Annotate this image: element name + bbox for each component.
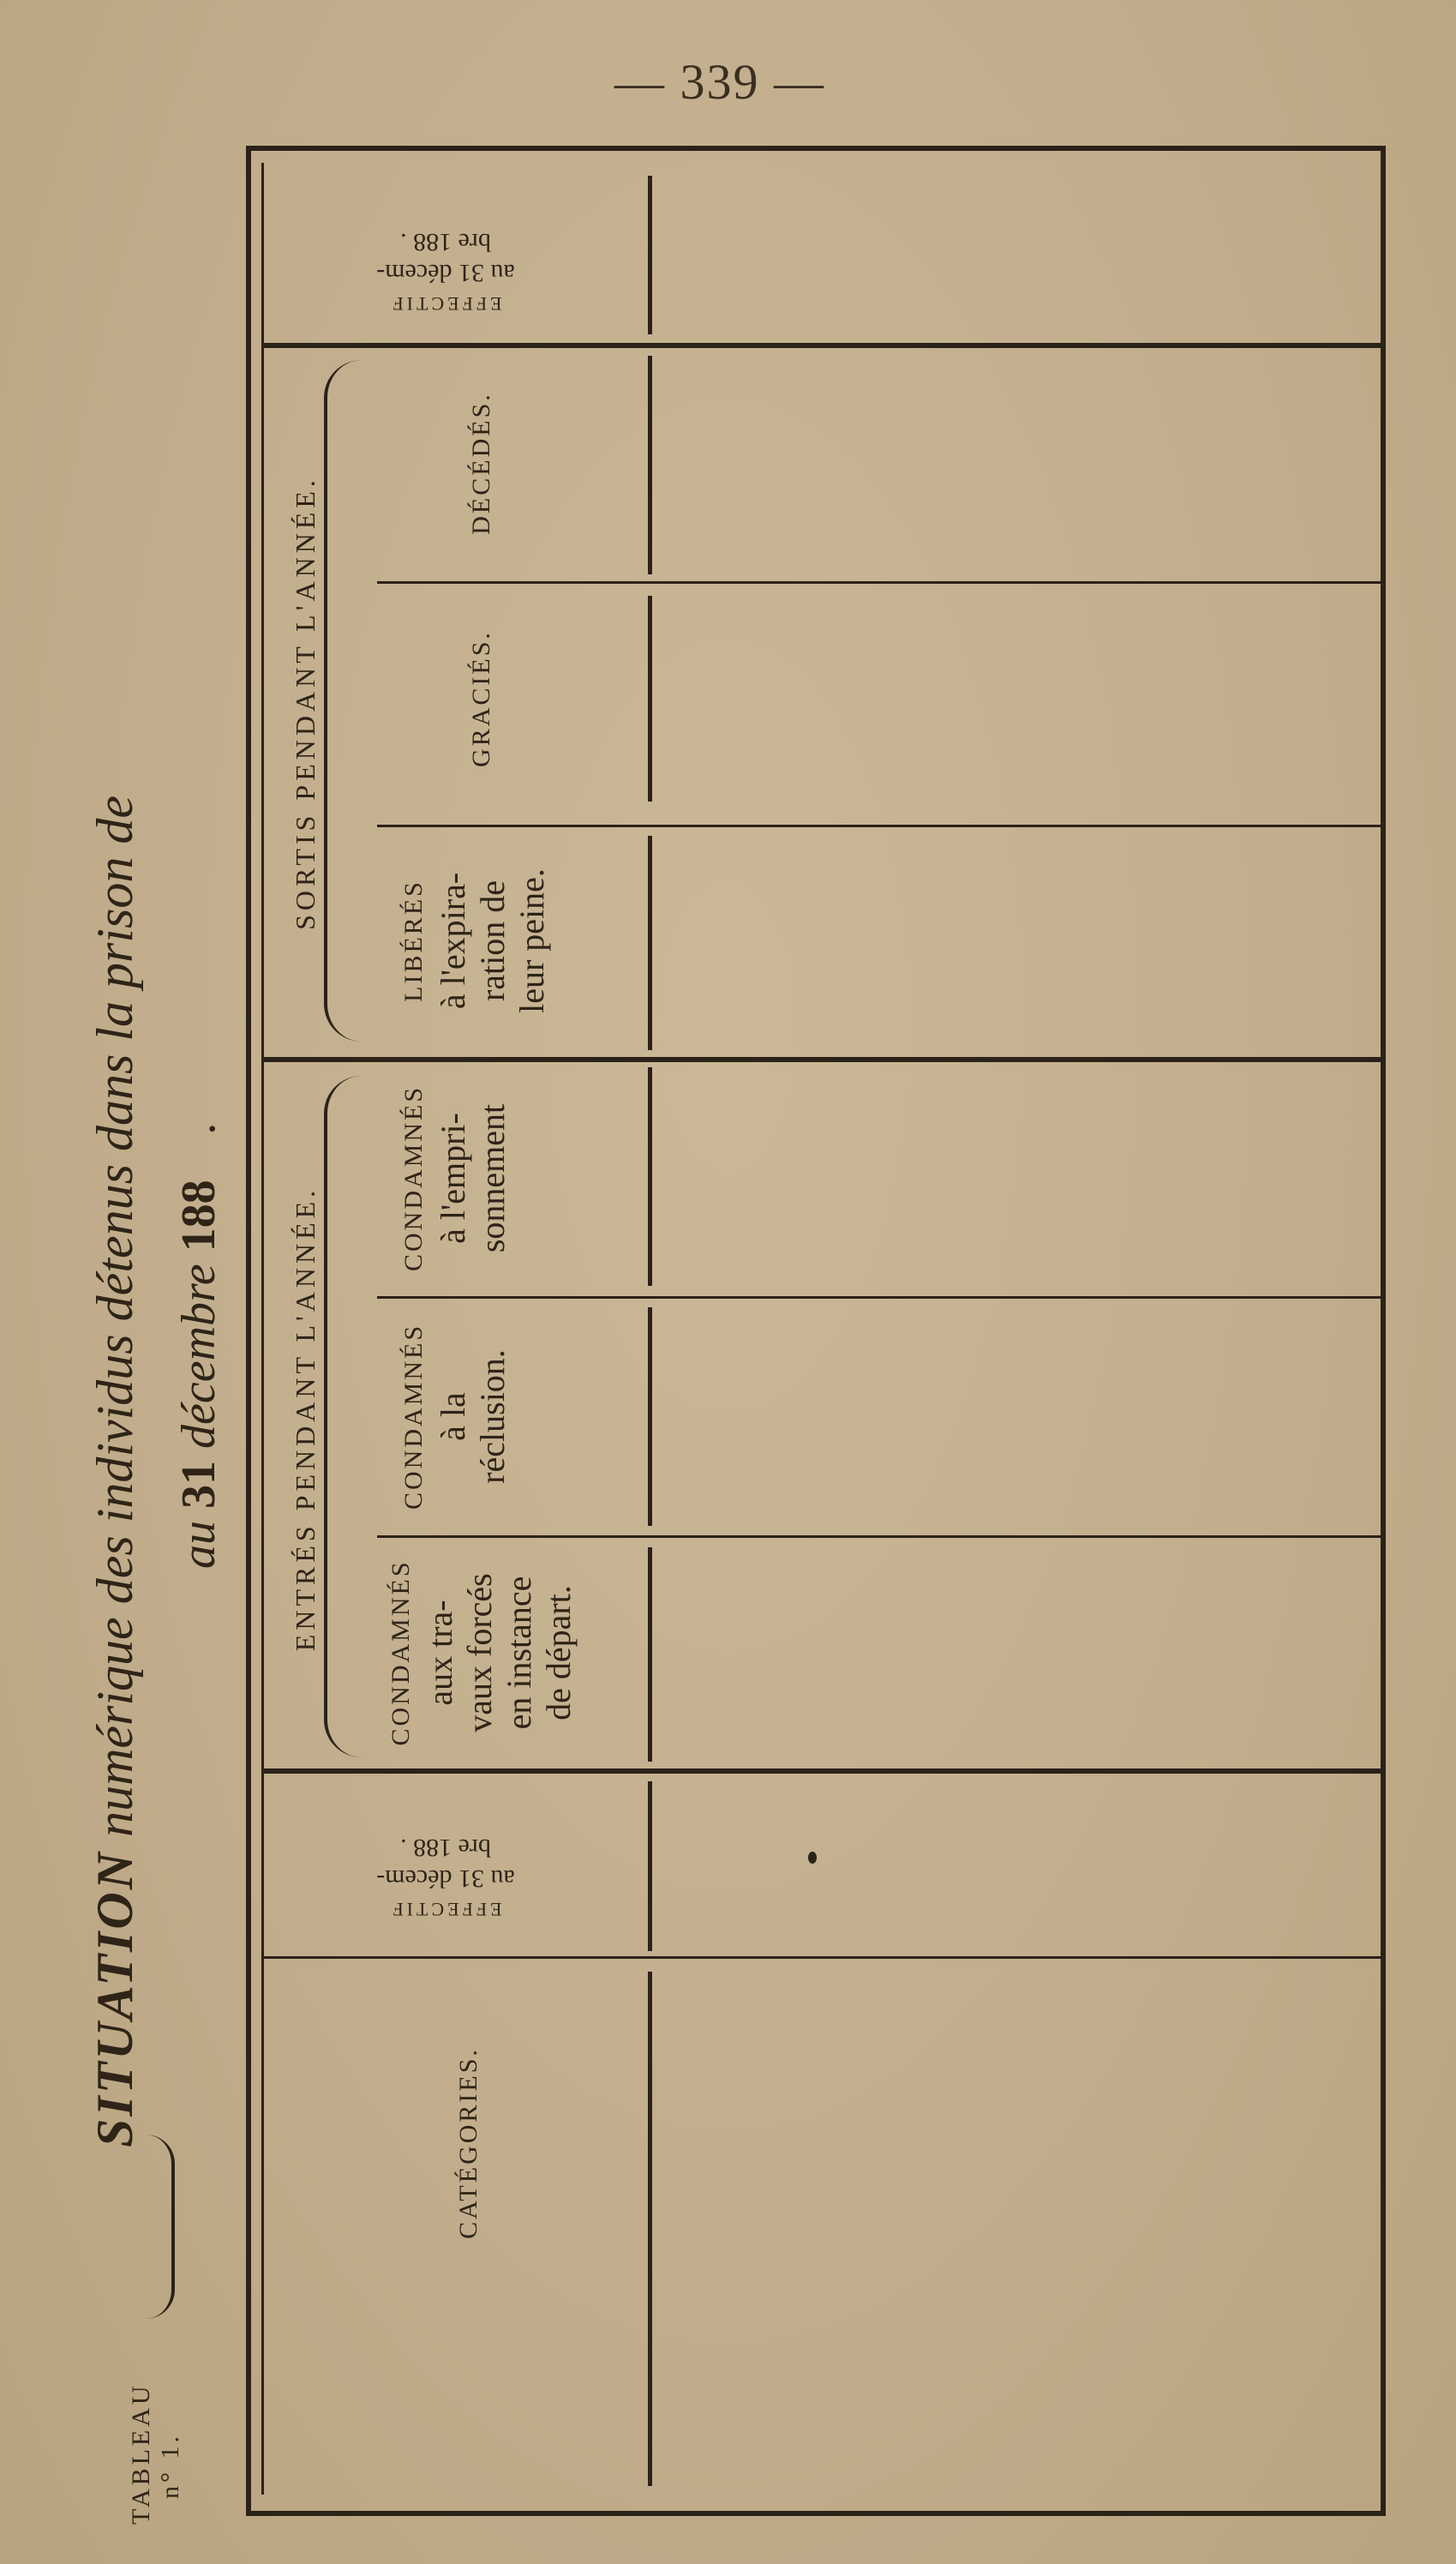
divider-effectif-end: [261, 343, 1381, 348]
sortis-liberes-header: [394, 832, 552, 1050]
liberes-label: LIBÉRÉS: [399, 880, 428, 1002]
divider-entres-1: [377, 1296, 1381, 1299]
rule-categories: [648, 1972, 652, 2486]
entres-travaux-header: [381, 1541, 578, 1764]
effectif-start-year: bre 188 .: [400, 1834, 491, 1862]
rule-effectif-end: [648, 176, 652, 334]
sortis-header: SORTIS PENDANT L'ANNÉE.: [290, 476, 321, 930]
effectif-start-date: au 31 décem-: [376, 1864, 515, 1893]
title-year: 188: [172, 1180, 225, 1252]
effectif-end-header: [257, 226, 634, 319]
divider-entres-2: [377, 1535, 1381, 1538]
rule-effectif-start: [648, 1781, 652, 1951]
title-end: .: [172, 1121, 225, 1134]
divider-sortis-entres: [261, 1057, 1381, 1062]
travaux-line3: vaux forcés: [460, 1573, 499, 1732]
table-title-line1: [86, 796, 145, 2147]
emprisonnement-line3: sonnement: [473, 1103, 512, 1253]
sortis-gracies-header: GRACIÉS.: [467, 630, 495, 767]
divider-sortis-2: [377, 825, 1381, 827]
divider-sortis-1: [377, 581, 1381, 584]
table-title-line2: [171, 1121, 226, 1569]
divider-entres-effectif: [261, 1768, 1381, 1774]
rule-entres-3: [648, 1067, 652, 1286]
title-word-situation: SITUATION: [87, 1849, 143, 2147]
rule-sortis-2: [648, 596, 652, 802]
sortis-decedes-header: DÉCÉDÉS.: [467, 392, 495, 535]
entres-emprisonnement-header: [394, 1069, 512, 1288]
liberes-line3: ration de: [473, 880, 512, 1002]
tableau-label: [127, 2382, 185, 2525]
sortis-brace: [324, 360, 362, 1042]
rule-sortis-3: [648, 356, 652, 574]
page-number: — 339 —: [614, 54, 825, 110]
travaux-label: CONDAMNÉS: [386, 1559, 415, 1746]
effectif-end-year: bre 188 .: [400, 228, 491, 256]
title-au: au: [172, 1521, 225, 1569]
emprisonnement-line2: à l'empri-: [434, 1113, 472, 1244]
divider-effectif-categories: [261, 1956, 1381, 1959]
tableau-label-line2: n° 1.: [156, 2433, 184, 2499]
reclusion-line2: à la: [434, 1392, 472, 1441]
effectif-end-date: au 31 décem-: [376, 259, 515, 287]
travaux-line2: aux tra-: [421, 1600, 459, 1706]
emprisonnement-label: CONDAMNÉS: [399, 1084, 428, 1272]
travaux-line5: de départ.: [539, 1585, 578, 1720]
entres-brace: [324, 1076, 362, 1757]
title-line1-rest: numérique des individus détenus dans la prison de: [87, 796, 143, 1837]
tableau-label-line1: TABLEAU: [127, 2382, 155, 2525]
reclusion-line3: réclusion.: [473, 1349, 512, 1484]
rule-entres-1: [648, 1547, 652, 1762]
reclusion-label: CONDAMNÉS: [399, 1323, 428, 1510]
categories-header: CATÉGORIES.: [454, 2047, 482, 2239]
rule-entres-2: [648, 1307, 652, 1526]
rule-sortis-1: [648, 836, 652, 1050]
effectif-start-header: [257, 1832, 634, 1925]
title-month: décembre: [172, 1264, 225, 1449]
title-day: 31: [172, 1461, 225, 1509]
label-brace: [146, 2135, 175, 2319]
ink-dot: [808, 1852, 817, 1864]
effectif-end-label: EFFECTIF: [389, 293, 502, 315]
travaux-line4: en instance: [500, 1576, 538, 1730]
entres-reclusion-header: [394, 1307, 512, 1526]
liberes-line2: à l'expira-: [434, 872, 472, 1010]
liberes-line4: leur peine.: [512, 868, 551, 1013]
effectif-start-label: EFFECTIF: [389, 1899, 502, 1920]
entres-header: ENTRÉS PENDANT L'ANNÉE.: [290, 1186, 321, 1652]
